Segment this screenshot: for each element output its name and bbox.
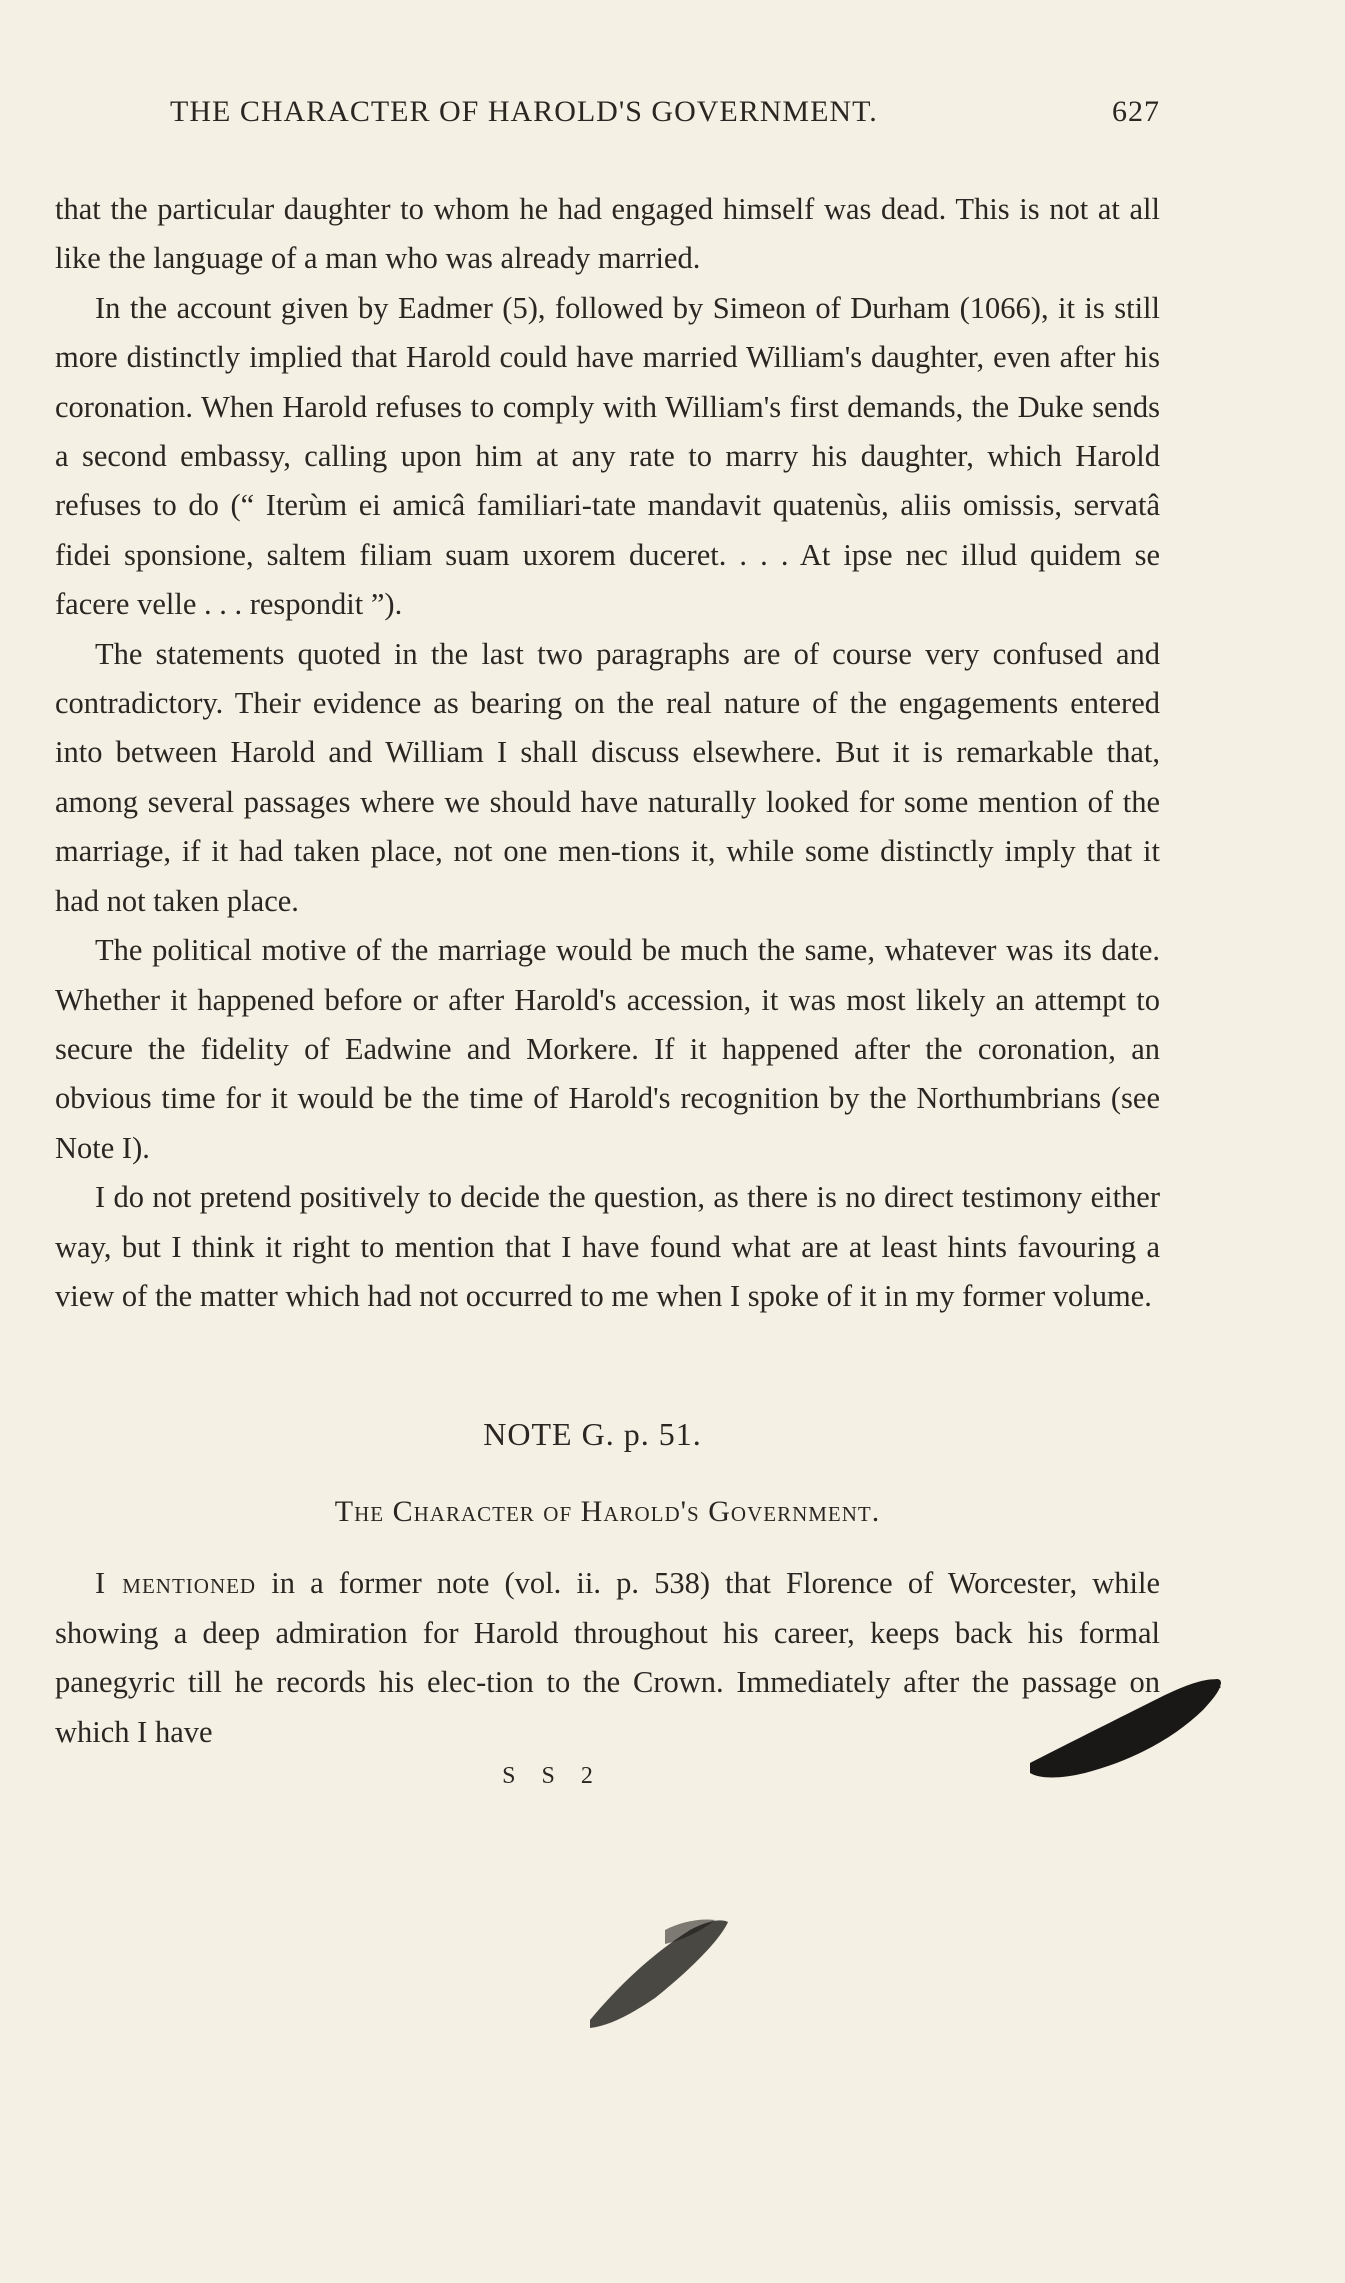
section-heading-part: arold's xyxy=(603,1495,709,1529)
section-heading-part: C xyxy=(392,1495,414,1529)
section-heading-part: overnment. xyxy=(730,1495,881,1529)
paragraph: that the particular daughter to whom he had engaged himself was dead. This is not at all like the language of a man who was already married. xyxy=(55,192,1160,276)
section-heading-part: T xyxy=(334,1495,355,1529)
paragraph: I do not pretend positively to decide the question, as there is no direct testimony either way, but I think it right to mention that I have found what are at least hints favouring a view of the matter which had not occurred to me when I spoke of it in my former volume. xyxy=(55,1180,1160,1313)
ink-blot-icon xyxy=(1025,1675,1225,1785)
paragraph: The political motive of the marriage would be much the same, whatever was its date. Whether it happened before or after Harold's accession, it was most likely an attempt to secure the fidelity of Eadwine and Morkere. If it happened after the coronation, an obvious time for it would be the time of Harold's recognition by the Northumbrians (see Note I). xyxy=(55,933,1160,1165)
section-heading-part: he xyxy=(354,1495,393,1529)
page-number: 627 xyxy=(1112,95,1160,128)
paragraph: In the account given by Eadmer (5), followed by Simeon of Durham (1066), it is still more distinctly implied that Harold could have married William's daughter, even after his coronation. When Harold refuses to comply with William's first demands, the Duke sends a second embassy, calling upon him at any rate to marry his daughter, which Harold refuses to do (“ Iterùm ei amicâ familiari-tate mandavit quatenùs, aliis omissis, servatâ fidei sponsione, saltem filiam suam uxorem duceret. . . . At ipse nec illud quidem se facere velle . . . respondit ”). xyxy=(55,290,1160,622)
note-paragraph xyxy=(55,1559,1160,1757)
section-heading-part: haracter of xyxy=(413,1495,581,1529)
lead-word: I mentioned xyxy=(95,1566,257,1601)
signature-mark: S S 2 xyxy=(502,1762,603,1789)
section-heading xyxy=(55,1495,1160,1529)
page xyxy=(55,95,1160,1790)
section-heading-part: G xyxy=(708,1495,731,1529)
section-heading-part: H xyxy=(580,1495,604,1529)
running-title: THE CHARACTER OF HAROLD'S GOVERNMENT. xyxy=(170,95,878,128)
note-heading: NOTE G. p. 51. xyxy=(483,1416,702,1453)
body-text xyxy=(55,185,1160,1321)
running-head xyxy=(55,95,1160,145)
paragraph: The statements quoted in the last two paragraphs are of course very confused and contradictory. Their evidence as bearing on the real nature of the engagements entered into between Harold and William I shall discuss elsewhere. But it is remarkable that, among several passages where we should have naturally looked for some mention of the marriage, if it had taken place, not one men-tions it, while some distinctly imply that it had not taken place. xyxy=(55,636,1160,918)
note-body xyxy=(55,1559,1160,1757)
ink-smudge-icon xyxy=(570,1910,750,2040)
note-paragraph-text: in a former note (vol. ii. p. 538) that Florence of Worcester, while showing a deep admiration for Harold throughout his career, keeps back his formal panegyric till he records his elec-tion to the Crown. Immediately after the passage on which I have xyxy=(55,1566,1160,1749)
